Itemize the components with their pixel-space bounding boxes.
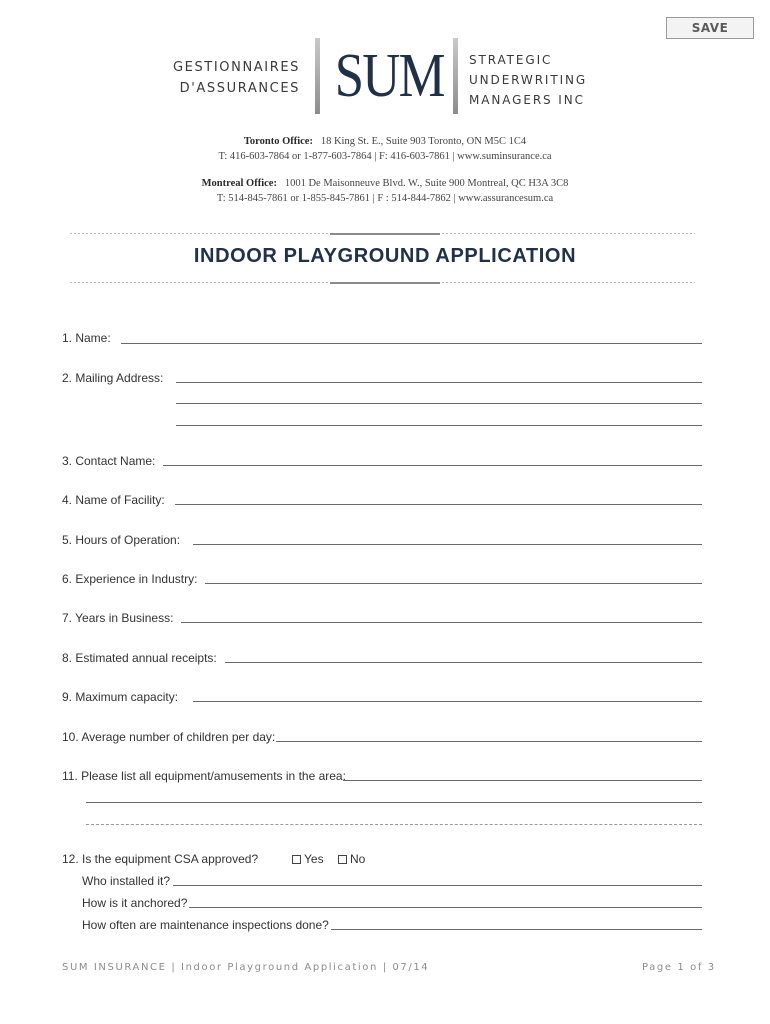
csa-no-checkbox[interactable] xyxy=(338,855,347,864)
question-capacity-label: 9. Maximum capacity: xyxy=(62,690,179,704)
question-years-label: 7. Years in Business: xyxy=(62,611,174,625)
logo-french-name xyxy=(150,57,300,99)
toronto-contact: T: 416-603-7864 or 1-877-603-7864 | F: 416-603-7861 | www.suminsurance.ca xyxy=(218,151,552,162)
annual-receipts-field[interactable] xyxy=(225,662,702,663)
question-children-label: 10. Average number of children per day: xyxy=(62,730,276,744)
mailing-address-field-2[interactable] xyxy=(176,403,702,404)
toronto-office-address xyxy=(0,134,770,149)
csa-no-option[interactable] xyxy=(338,852,365,866)
question-experience-label: 6. Experience in Industry: xyxy=(62,572,198,586)
csa-yes-option[interactable] xyxy=(292,852,324,866)
csa-yes-checkbox[interactable] xyxy=(292,855,301,864)
csa-yes-label: Yes xyxy=(304,852,324,866)
logo-right-line3: MANAGERS INC xyxy=(469,93,585,107)
title-rule-top-accent xyxy=(330,233,440,235)
hours-of-operation-field[interactable] xyxy=(193,544,702,545)
logo-left-line1: GESTIONNAIRES xyxy=(172,60,300,75)
equipment-field-3[interactable] xyxy=(86,824,702,825)
montreal-contact: T: 514-845-7861 or 1-855-845-7861 | F : 514-844-7862 | www.assurancesum.ca xyxy=(216,193,554,204)
footer-document-info: SUM INSURANCE | Indoor Playground Application | 07/14 xyxy=(62,962,430,973)
question-installer-label: Who installed it? xyxy=(82,874,171,888)
equipment-field-2[interactable] xyxy=(86,802,702,803)
children-per-day-field[interactable] xyxy=(276,741,702,742)
title-rule-bottom-accent xyxy=(330,282,440,284)
question-equipment-label: 11. Please list all equipment/amusements in the area: xyxy=(62,769,346,783)
logo-left-line2: D'ASSURANCES xyxy=(179,81,300,96)
toronto-address-text: 18 King St. E., Suite 903 Toronto, ON M5C 1C4 xyxy=(320,136,527,147)
name-field[interactable] xyxy=(121,343,702,344)
logo-bar-right xyxy=(453,38,458,114)
csa-no-label: No xyxy=(350,852,366,866)
logo-bar-left xyxy=(315,38,320,114)
question-contact-name-label: 3. Contact Name: xyxy=(62,454,156,468)
save-button[interactable]: SAVE xyxy=(666,17,754,39)
question-mailing-address-label: 2. Mailing Address: xyxy=(62,371,164,385)
mailing-address-field-3[interactable] xyxy=(176,425,702,426)
facility-name-field[interactable] xyxy=(175,504,702,505)
maximum-capacity-field[interactable] xyxy=(193,701,702,702)
question-csa-label: 12. Is the equipment CSA approved? xyxy=(62,852,259,866)
question-inspections-label: How often are maintenance inspections done? xyxy=(82,918,329,932)
montreal-office-label: Montreal Office: xyxy=(201,178,277,189)
contact-name-field[interactable] xyxy=(163,465,702,466)
question-facility-name-label: 4. Name of Facility: xyxy=(62,493,165,507)
experience-field[interactable] xyxy=(205,583,702,584)
logo-right-line1: STRATEGIC xyxy=(469,53,553,67)
logo-mark: SUM xyxy=(334,42,444,110)
footer-page-number: Page 1 of 3 xyxy=(642,962,716,973)
montreal-address-text: 1001 De Maisonneuve Blvd. W., Suite 900 Montreal, QC H3A 3C8 xyxy=(284,178,569,189)
question-anchored-label: How is it anchored? xyxy=(82,896,188,910)
question-receipts-label: 8. Estimated annual receipts: xyxy=(62,651,217,665)
question-name-label: 1. Name: xyxy=(62,331,111,345)
montreal-office-address xyxy=(0,176,770,191)
anchoring-field[interactable] xyxy=(189,907,702,908)
equipment-field-1[interactable] xyxy=(343,780,702,781)
mailing-address-field-1[interactable] xyxy=(176,382,702,383)
question-hours-label: 5. Hours of Operation: xyxy=(62,533,181,547)
page-title: INDOOR PLAYGROUND APPLICATION xyxy=(193,245,577,267)
installer-field[interactable] xyxy=(173,885,702,886)
inspections-field[interactable] xyxy=(331,929,702,930)
toronto-office-label: Toronto Office: xyxy=(243,136,313,147)
years-in-business-field[interactable] xyxy=(181,622,702,623)
logo-right-line2: UNDERWRITING xyxy=(469,73,588,87)
logo-english-name xyxy=(469,50,619,110)
